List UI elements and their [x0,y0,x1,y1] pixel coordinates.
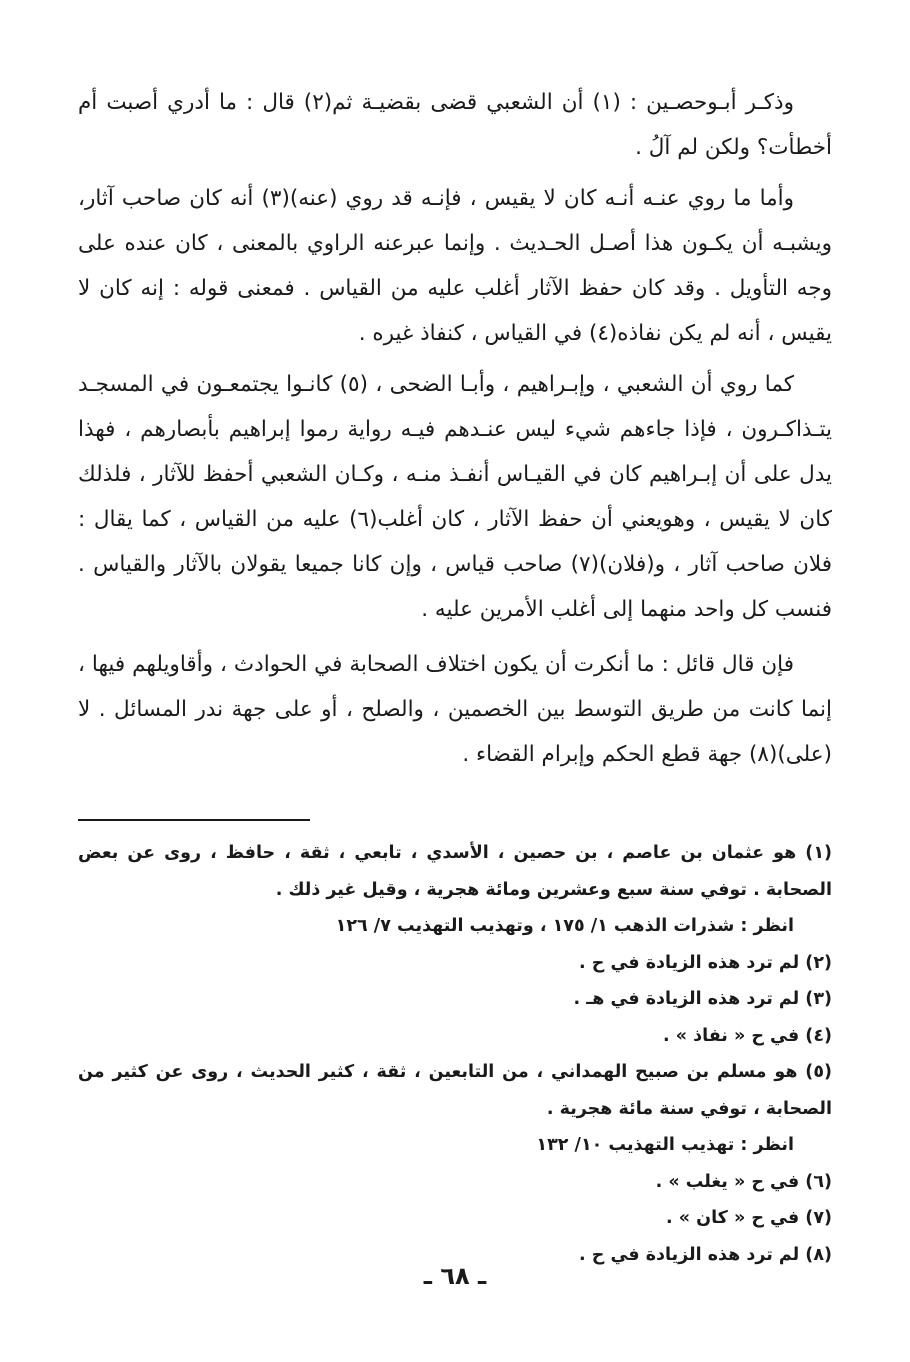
page-number: ـ ٦٨ ـ [423,1262,487,1290]
footnote: (١) هو عثمان بن عاصم ، بن حصين ، الأسدي ، تابعي ، ثقة ، حافظ ، روى عن بعض الصحابة . توفي سنة سبع وعشرين ومائة هجرية ، وقيل غير ذلك . [78,843,832,900]
main-text [78,80,832,777]
footnote-divider [78,819,310,821]
paragraph: كما روي أن الشعبي ، وإبـراهيم ، وأبـا الضحى ، (٥) كانـوا يجتمعـون في المسجـد يتـذاكـرون ، فإذا جاءهم شيء ليس عنـدهم فيـه رواية رموا إبراهيم بأبصارهم ، فهذا يدل على أن إبـراهيم كان في القيـاس أنفـذ منـه ، وكـان الشعبي أحفظ للآثار ، فلذلك كان لا يقيس ، وهويعني أن حفظ الآثار ، كان أغلب(٦) عليه من القياس ، كما يقال : فلان صاحب آثار ، و(فلان)(٧) صاحب قياس ، وإن كانا جميعا يقولان بالآثار والقياس . فنسب كل واحد منهما إلى أغلب الأمرين عليه . [78,372,833,622]
footnotes [78,835,832,1273]
footnote: (٣) لم ترد هذه الزيادة في هـ . [573,989,832,1009]
footnote: (٧) في ح « كان » . [666,1208,832,1228]
footnote: (٤) في ح « نفاذ » . [663,1025,832,1046]
paragraph: وأما ما روي عنـه أنـه كان لا يقيس ، فإنـه قد روي (عنه)(٣) أنه كان صاحب آثار، ويشبـه أن يكـون هذا أصـل الحـديث . وإنما عبرعنه الراوي بالمعنى ، كان عنده على وجه التأويل . وقد كان حفظ الآثار أغلب عليه من القياس . فمعنى قوله : إنه كان لا يقيس ، أنه لم يكن نفاذه(٤) في القياس ، كنفاذ غيره . [78,186,832,346]
paragraph: فإن قال قائل : ما أنكرت أن يكون اختلاف الصحابة في الحوادث ، وأقاويلهم فيها ، إنما كانت من طريق التوسط بين الخصمين ، والصلح ، أو على جهة ندر المسائل . لا (على)(٨) جهة قطع الحكم وإبرام القضاء . [78,652,832,767]
footnote: (٥) هو مسلم بن صبيح الهمداني ، من التابعين ، ثقة ، كثير الحديث ، روى عن كثير من الصحابة ، توفي سنة مائة هجرية . [78,1062,832,1119]
footnote: (٨) لم ترد هذه الزيادة في ح . [579,1244,832,1265]
footnote-reference: انظر : شذرات الذهب ١/ ١٧٥ ، وتهذيب التهذيب ٧/ ١٢٦ [335,916,794,936]
footnote: (٦) في ح « يغلب » . [655,1171,832,1192]
footnote-reference: انظر : تهذيب التهذيب ١٠/ ١٣٢ [536,1135,794,1155]
paragraph: وذكـر أبـوحصـين : (١) أن الشعبي قضى بقضيـة ثم(٢) قال : ما أدري أصبت أم أخطأت؟ ولكن لم آلُ . [78,90,832,160]
footnote: (٢) لم ترد هذه الزيادة في ح . [579,952,832,973]
